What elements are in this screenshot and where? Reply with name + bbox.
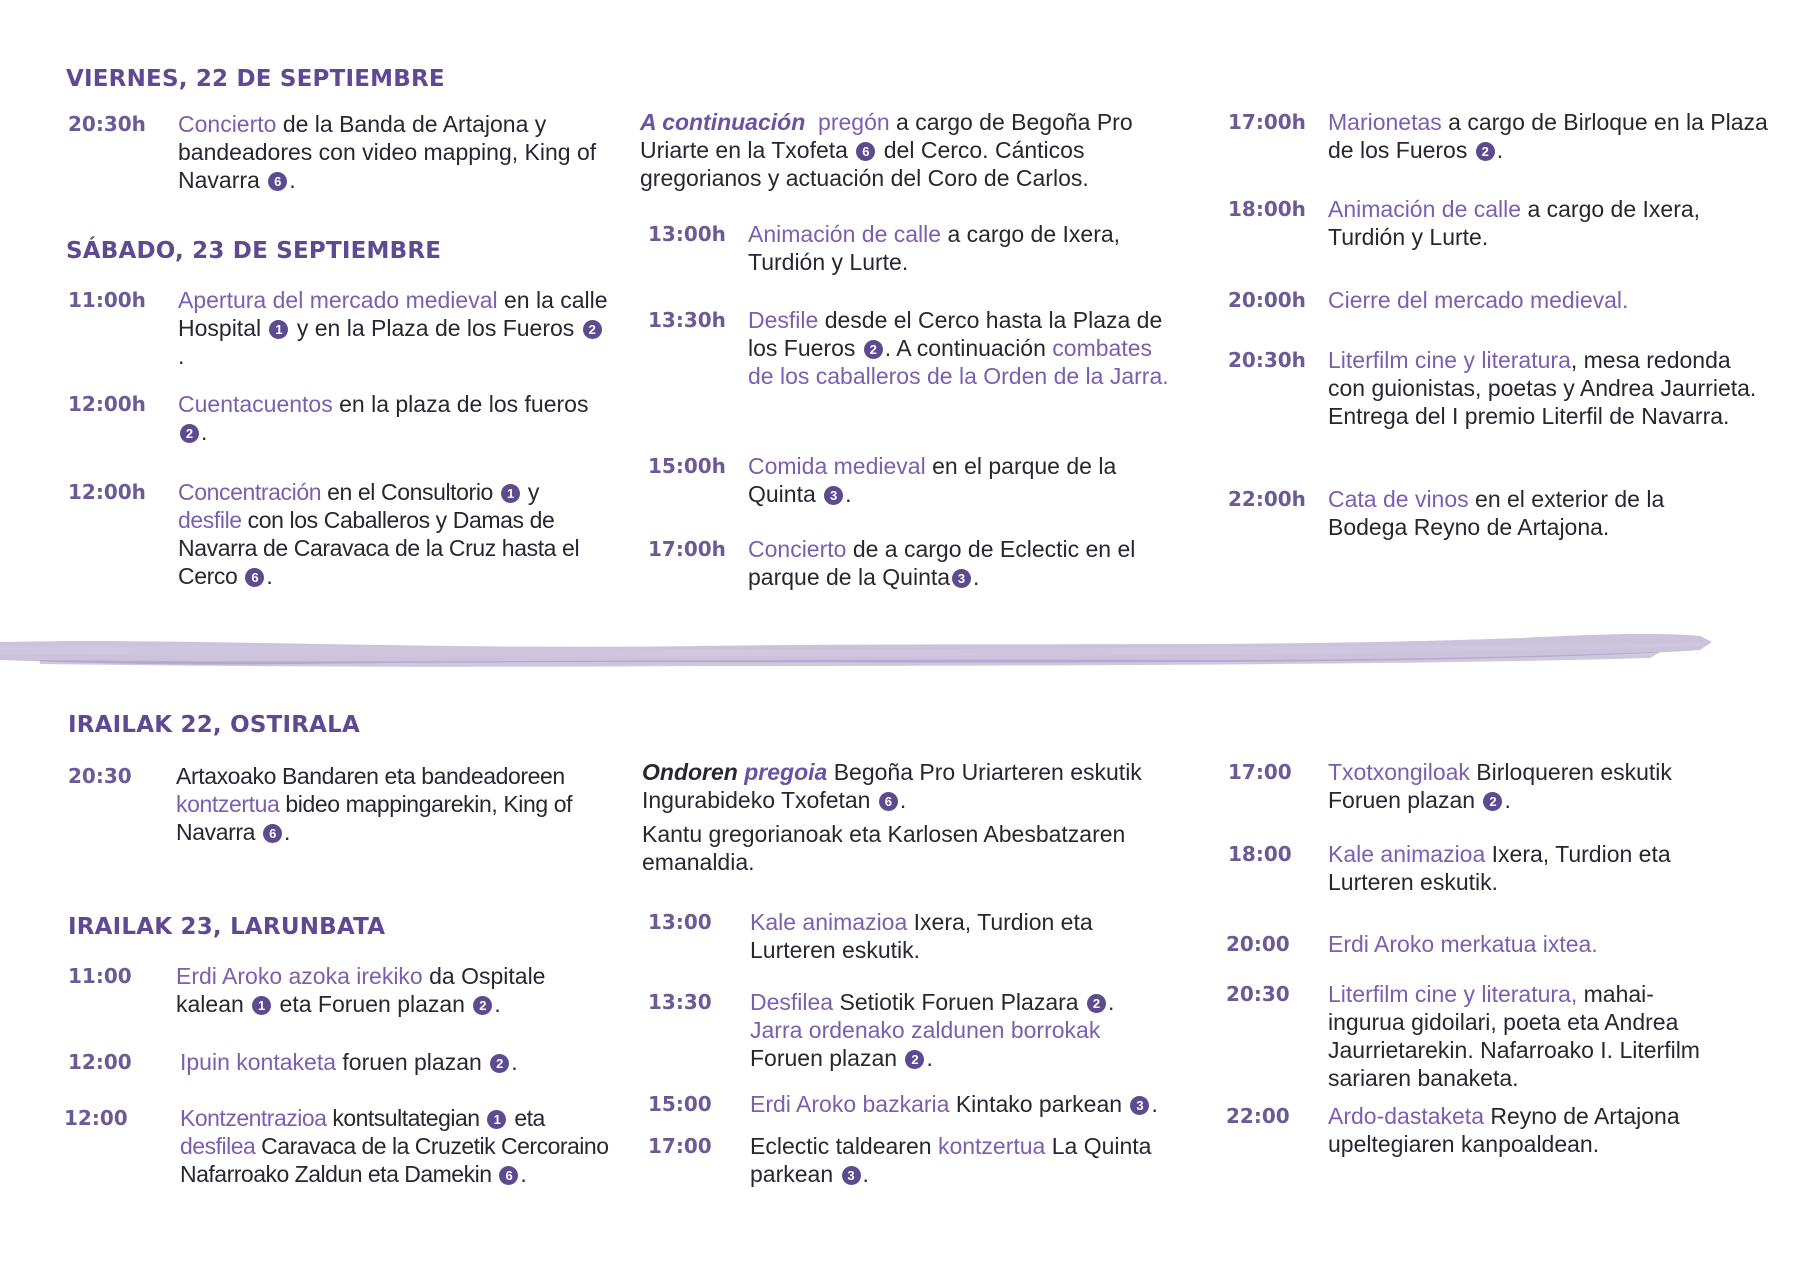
event-title: Cuentacuentos: [178, 391, 333, 417]
event-time: 11:00h: [68, 288, 146, 312]
event-time: 20:30h: [68, 112, 146, 136]
event-time: 17:00: [648, 1134, 712, 1158]
event-time: 20:00h: [1228, 288, 1306, 312]
event-text: Artaxoako Bandaren eta bandeadoreen: [176, 763, 565, 789]
event-title: Concierto: [748, 536, 847, 562]
location-badge: 2: [1483, 792, 1502, 811]
event-title: Animación de calle: [1328, 196, 1522, 222]
event-text-end: .: [284, 819, 290, 845]
event-time: 12:00h: [68, 392, 146, 416]
location-badge: 1: [252, 996, 271, 1015]
event-text-end: .: [201, 419, 208, 445]
event-time: 15:00h: [648, 454, 726, 478]
event-description: [180, 1104, 610, 1188]
event-text: Foruen plazan: [750, 1045, 904, 1071]
event-time: 22:00h: [1228, 487, 1306, 511]
event-title: Animación de calle: [748, 221, 942, 247]
heading-larunbata: IRAILAK 23, LARUNBATA: [68, 914, 386, 940]
event-text: y en la Plaza de los Fueros: [290, 315, 581, 341]
continuation-label: Ondoren: [642, 759, 738, 785]
event-es-continuation: [640, 108, 1160, 192]
event-title: Concierto: [178, 111, 277, 137]
event-time: 17:00: [1228, 760, 1292, 784]
event-text-end: .: [494, 991, 501, 1017]
event-text: en el exterior de la Bodega Reyno de Artajona.: [1328, 486, 1665, 540]
event-description: [748, 535, 1168, 591]
event-description: [750, 988, 1170, 1072]
event-text: desde el Cerco hasta la Plaza de los Fueros: [748, 307, 1163, 361]
event-time: 18:00: [1228, 842, 1292, 866]
event-title: Comida medieval: [748, 453, 926, 479]
event-time: 12:00h: [68, 480, 146, 504]
event-title: kontzertua: [937, 1133, 1046, 1159]
event-text-end: .: [520, 1161, 527, 1187]
event-text: , mesa redonda con guionistas, poetas y Andrea Jaurrieta. Entrega del I premio Literfil de Navarra.: [1328, 347, 1757, 429]
event-time: 17:00h: [648, 537, 726, 561]
event-description: [1328, 195, 1748, 251]
event-title: Txotxongiloak: [1328, 759, 1470, 785]
location-badge: 3: [842, 1166, 861, 1185]
event-title-secondary: desfilea: [180, 1133, 256, 1159]
location-badge: 2: [473, 996, 492, 1015]
location-badge: 6: [245, 568, 264, 587]
location-badge: 3: [1130, 1096, 1149, 1115]
event-time: 13:30: [648, 990, 712, 1014]
location-badge: 1: [269, 320, 288, 339]
event-description: [1328, 346, 1768, 430]
event-text: Kintako parkean: [949, 1091, 1129, 1117]
event-time: 11:00: [68, 964, 132, 988]
event-text-end: .: [973, 564, 980, 590]
event-title: Kontzentrazioa: [180, 1105, 327, 1131]
event-description: [1328, 840, 1728, 896]
event-time: 20:30: [1226, 982, 1290, 1006]
event-description: [750, 1132, 1170, 1188]
event-description: [178, 478, 608, 590]
event-eu-choir: Kantu gregorianoak eta Karlosen Abesbatzaren emanaldia.: [642, 821, 1126, 875]
event-text: Caravaca de la Cruzetik Cercoraino Nafarroako Zaldun eta Damekin: [180, 1133, 609, 1187]
event-text-end: .: [1496, 137, 1504, 163]
event-title: Concentración: [178, 479, 322, 505]
event-text: Ixera, Turdion eta Lurteren eskutik.: [750, 909, 1093, 963]
event-text-end: .: [289, 167, 296, 193]
heading-ostirala: IRAILAK 22, OSTIRALA: [68, 712, 360, 738]
event-time: 20:30h: [1228, 348, 1306, 372]
event-description: [1328, 930, 1748, 958]
event-text: Ixera, Turdion eta Lurteren eskutik.: [1328, 841, 1671, 895]
event-description: [748, 306, 1178, 390]
event-text: .: [1107, 989, 1115, 1015]
location-badge: 6: [268, 172, 287, 191]
event-text: da Ospitale kalean: [176, 963, 546, 1017]
location-badge: 1: [501, 484, 520, 503]
event-text: en la plaza de los fueros: [332, 391, 589, 417]
event-title: Cierre del mercado medieval.: [1328, 287, 1629, 313]
event-text: Eclectic taldearen: [750, 1133, 938, 1159]
event-time: 17:00h: [1228, 110, 1306, 134]
location-badge: 2: [583, 320, 602, 339]
event-text: en el parque de la Quinta: [748, 453, 1117, 507]
event-description: [180, 1048, 610, 1076]
event-text: Setiotik Foruen Plazara: [833, 989, 1085, 1015]
continuation-label: A continuación: [640, 109, 806, 135]
event-text: bideo mappingarekin, King of Navarra: [176, 791, 573, 845]
event-text-end: .: [511, 1049, 518, 1075]
event-title: Kale animazioa: [1328, 841, 1486, 867]
event-text: de a cargo de Eclectic en el parque de la Quinta: [748, 536, 1136, 590]
event-description: [176, 762, 606, 846]
event-description: [178, 110, 608, 194]
event-description: [748, 452, 1168, 508]
event-text: Begoña Pro Uriarteren eskutik Ingurabideko Txofetan: [642, 759, 1142, 813]
event-text: a cargo de Ixera, Turdión y Lurte.: [1328, 196, 1701, 250]
location-badge: 2: [905, 1050, 924, 1069]
event-title: pregoia: [744, 759, 828, 785]
location-badge: 3: [952, 569, 971, 588]
location-badge: 2: [1476, 142, 1495, 161]
event-text: eta: [508, 1105, 545, 1131]
brush-divider: [0, 620, 1808, 680]
event-description: [750, 1090, 1180, 1118]
event-description: [750, 908, 1170, 964]
event-time: 20:00: [1226, 932, 1290, 956]
event-title: Erdi Aroko bazkaria: [750, 1091, 950, 1117]
heading-sabado: SÁBADO, 23 DE SEPTIEMBRE: [66, 238, 442, 264]
location-badge: 3: [824, 486, 843, 505]
event-title: Literfilm cine y literatura,: [1328, 981, 1578, 1007]
location-badge: 2: [864, 340, 883, 359]
event-description: [1328, 758, 1748, 814]
event-text-end: .: [862, 1161, 869, 1187]
event-text: en el Consultorio: [321, 479, 499, 505]
event-text: . A continuación: [884, 335, 1053, 361]
event-time: 18:00h: [1228, 197, 1306, 221]
event-text-end: .: [1504, 787, 1511, 813]
event-description: [1328, 980, 1728, 1092]
event-text: mahai-ingurua gidoilari, poeta eta Andrea Jaurrietarekin. Nafarroako I. Literfilm sariaren banaketa.: [1328, 981, 1700, 1091]
event-text: Birloqueren eskutik Foruen plazan: [1328, 759, 1672, 813]
event-text: de la Banda de Artajona y bandeadores con video mapping, King of Navarra: [178, 111, 597, 193]
event-title: kontzertua: [176, 791, 280, 817]
event-time: 12:00: [64, 1106, 128, 1130]
event-text: del Cerco. Cánticos gregorianos y actuación del Coro de Carlos.: [640, 137, 1089, 191]
location-badge: 6: [879, 792, 898, 811]
event-title: Desfile: [748, 307, 819, 333]
event-title: Literfilm cine y literatura: [1328, 347, 1571, 373]
location-badge: 1: [487, 1110, 506, 1129]
event-title: Ipuin kontaketa: [180, 1049, 337, 1075]
location-badge: 2: [180, 424, 199, 443]
event-text: con los Caballeros y Damas de Navarra de Caravaca de la Cruz hasta el Cerco: [178, 507, 580, 589]
location-badge: 6: [499, 1166, 518, 1185]
event-title-secondary: Jarra ordenako zaldunen borrokak: [750, 1017, 1101, 1043]
event-description: [176, 962, 606, 1018]
event-text: Reyno de Artajona upeltegiaren kanpoaldean.: [1328, 1103, 1680, 1157]
event-text-end: .: [266, 563, 273, 589]
event-title: Apertura del mercado medieval: [178, 287, 498, 313]
event-title-secondary: combates de los caballeros de la Orden de la Jarra.: [748, 335, 1169, 389]
event-time: 20:30: [68, 764, 132, 788]
event-title: Kale animazioa: [750, 909, 908, 935]
event-title: Desfilea: [750, 989, 834, 1015]
event-text: La Quinta parkean: [750, 1133, 1152, 1187]
event-text: kontsultategian: [326, 1105, 486, 1131]
event-title: Erdi Aroko merkatua ixtea.: [1328, 931, 1598, 957]
event-text: y: [521, 479, 540, 505]
event-time: 15:00: [648, 1092, 712, 1116]
event-time: 13:30h: [648, 308, 726, 332]
event-title: pregón: [818, 109, 890, 135]
event-title-secondary: desfile: [178, 507, 242, 533]
event-text: a cargo de Begoña Pro Uriarte en la Txofeta: [640, 109, 1133, 163]
event-text: foruen plazan: [336, 1049, 489, 1075]
event-title: Erdi Aroko azoka irekiko: [176, 963, 423, 989]
event-text: a cargo de Ixera, Turdión y Lurte.: [748, 221, 1121, 275]
event-text-end: .: [845, 481, 852, 507]
event-text-end: .: [178, 343, 185, 369]
location-badge: 6: [263, 824, 282, 843]
event-time: 13:00: [648, 910, 712, 934]
event-text: eta Foruen plazan: [273, 991, 472, 1017]
location-badge: 2: [490, 1054, 509, 1073]
event-description: [1328, 286, 1748, 314]
location-badge: 6: [856, 142, 875, 161]
event-description: [178, 390, 608, 446]
event-time: 13:00h: [648, 222, 726, 246]
heading-viernes: VIERNES, 22 DE SEPTIEMBRE: [66, 66, 445, 92]
event-text-end: .: [926, 1045, 933, 1071]
event-text: en la calle Hospital: [178, 287, 608, 341]
event-title: Cata de vinos: [1328, 486, 1469, 512]
event-time: 12:00: [68, 1050, 132, 1074]
location-badge: 2: [1087, 994, 1106, 1013]
event-text: a cargo de Birloque en la Plaza de los Fueros: [1328, 109, 1768, 163]
event-eu-continuation: [642, 758, 1162, 814]
event-time: 22:00: [1226, 1104, 1290, 1128]
event-description: [748, 220, 1168, 276]
event-title: Ardo-dastaketa: [1328, 1103, 1484, 1129]
event-description: [1328, 485, 1748, 541]
event-description: [1328, 1102, 1728, 1158]
event-text-end: .: [1151, 1091, 1158, 1117]
event-title: Marionetas: [1328, 109, 1442, 135]
event-text-end: .: [899, 787, 907, 813]
event-description: [178, 286, 608, 370]
event-description: [1328, 108, 1768, 164]
